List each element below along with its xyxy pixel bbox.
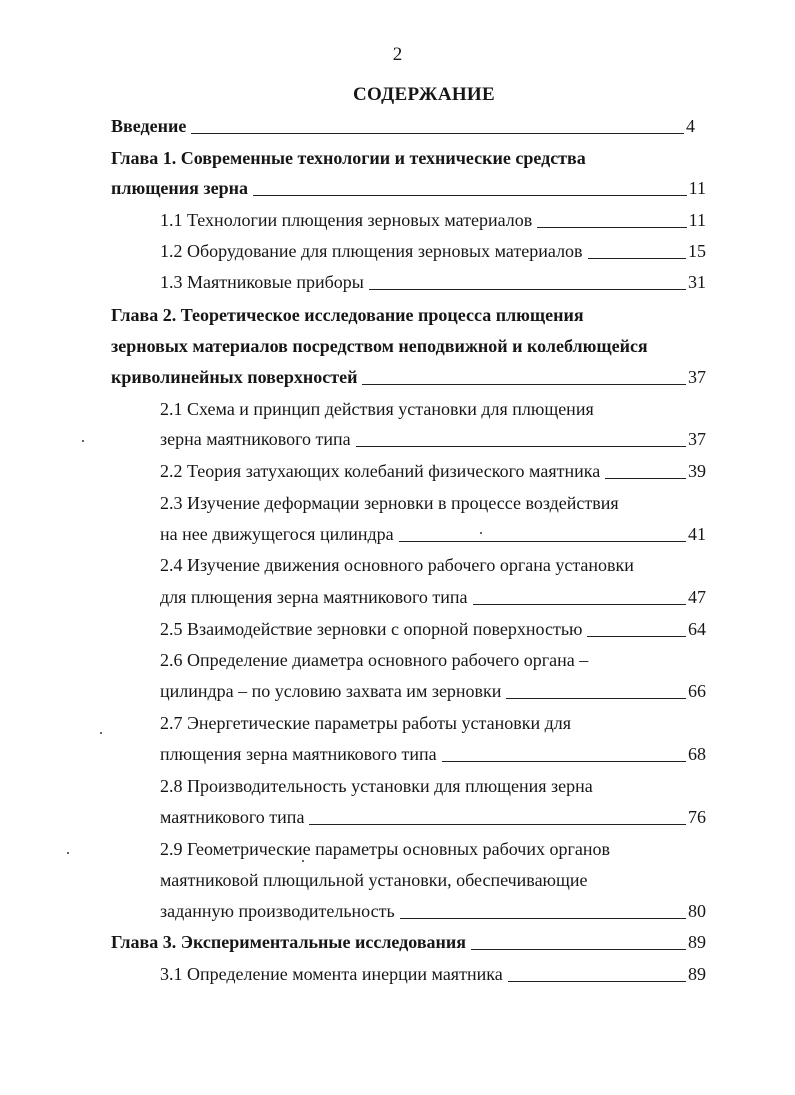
toc-leader (605, 478, 686, 479)
toc-entry-text: плющения зерна маятникового типа (160, 744, 437, 764)
toc-entry-text: цилиндра – по условию захвата им зерновки (160, 681, 502, 701)
toc-leader (369, 289, 686, 290)
toc-entry-text: на нее движущегося цилиндра (160, 524, 394, 544)
toc-entry-2-9-line-1: 2.9 Геометрические параметры основных рабочих органов (160, 839, 610, 859)
toc-entry-text: 2.5 Взаимодействие зерновки с опорной поверхностью (160, 619, 583, 639)
toc-entry-2-3 (160, 519, 706, 549)
toc-leader (471, 949, 686, 950)
toc-entry-text: зерна маятникового типа (160, 429, 351, 449)
toc-leader (400, 918, 686, 919)
toc-page-number: 89 (688, 932, 706, 952)
toc-entry-1-1 (160, 205, 706, 235)
toc-page-number: 15 (688, 241, 706, 261)
toc-page-number: 80 (688, 901, 706, 921)
toc-entry-chapter-3 (111, 927, 706, 957)
toc-leader (442, 761, 686, 762)
toc-entry-text: 2.2 Теория затухающих колебаний физического маятника (160, 461, 601, 481)
toc-leader (191, 133, 684, 134)
toc-entry-1-2 (160, 236, 706, 266)
toc-leader (399, 541, 686, 542)
toc-entry-text: маятникового типа (160, 807, 305, 827)
toc-leader (587, 636, 686, 637)
toc-page-number: 64 (688, 619, 706, 639)
toc-entry-2-7 (160, 739, 706, 769)
toc-entry-2-4 (160, 582, 706, 612)
toc-entry-2-4-line-1: 2.4 Изучение движения основного рабочего органа установки (160, 555, 634, 575)
toc-page-number: 11 (688, 178, 706, 198)
toc-entry-chapter-1 (111, 173, 706, 203)
scan-speck (82, 440, 84, 442)
toc-entry-2-1-line-1: 2.1 Схема и принцип действия установки для плющения (160, 399, 594, 419)
toc-chapter-1-line-1: Глава 1. Современные технологии и технические средства (111, 148, 586, 168)
page-title: СОДЕРЖАНИЕ (353, 84, 495, 105)
toc-entry-text: 1.1 Технологии плющения зерновых материалов (160, 210, 533, 230)
toc-page-number: 37 (688, 429, 706, 449)
toc-entry-3-1 (160, 959, 706, 989)
toc-chapter-2-line-2: зерновых материалов посредством неподвижной и колеблющейся (111, 336, 648, 356)
toc-entry-1-3 (160, 267, 706, 297)
toc-leader (473, 604, 686, 605)
scan-speck (100, 732, 102, 734)
toc-entry-text: плющения зерна (111, 178, 248, 198)
toc-entry-2-1 (160, 424, 706, 454)
toc-leader (309, 824, 686, 825)
toc-leader (253, 195, 687, 196)
toc-entry-2-2 (160, 456, 706, 486)
toc-page-number: 31 (688, 272, 706, 292)
toc-entry-text: криволинейных поверхностей (111, 367, 358, 387)
toc-entry-text: Глава 3. Экспериментальные исследования (111, 932, 467, 952)
toc-entry-text: заданную производительность (160, 901, 395, 921)
toc-entry-2-9-line-2: маятниковой плющильной установки, обеспечивающие (160, 870, 588, 890)
toc-entry-2-6-line-1: 2.6 Определение диаметра основного рабочего органа – (160, 650, 589, 670)
toc-chapter-2-line-1: Глава 2. Теоретическое исследование процесса плющения (111, 305, 584, 325)
scan-speck (480, 532, 482, 534)
toc-page-number: 68 (688, 744, 706, 764)
toc-leader (508, 981, 686, 982)
toc-page-number: 4 (686, 116, 695, 136)
toc-page-number: 76 (688, 807, 706, 827)
toc-leader (506, 698, 686, 699)
toc-page-number: 66 (688, 681, 706, 701)
toc-page-number: 37 (688, 367, 706, 387)
toc-page-number: 89 (688, 964, 706, 984)
page-number: 2 (392, 44, 403, 65)
toc-leader (537, 227, 686, 228)
scan-speck (302, 860, 304, 862)
toc-entry-intro (111, 111, 695, 141)
toc-entry-2-8-line-1: 2.8 Производительность установки для плющения зерна (160, 776, 593, 796)
scan-speck (67, 852, 69, 854)
toc-page-number: 47 (688, 587, 706, 607)
toc-leader (356, 446, 686, 447)
toc-entry-text: 3.1 Определение момента инерции маятника (160, 964, 503, 984)
toc-page-number: 39 (688, 461, 706, 481)
toc-entry-2-9 (160, 896, 706, 926)
toc-leader (588, 258, 686, 259)
toc-page-number: 41 (688, 524, 706, 544)
toc-entry-text: 1.2 Оборудование для плющения зерновых материалов (160, 241, 583, 261)
toc-entry-text: для плющения зерна маятникового типа (160, 587, 468, 607)
toc-page-number: 11 (688, 210, 706, 230)
toc-entry-2-3-line-1: 2.3 Изучение деформации зерновки в процессе воздействия (160, 493, 619, 513)
toc-leader (362, 384, 686, 385)
toc-entry-chapter-2 (111, 362, 706, 392)
toc-entry-2-6 (160, 676, 706, 706)
toc-entry-2-8 (160, 802, 706, 832)
toc-entry-text: 1.3 Маятниковые приборы (160, 272, 364, 292)
toc-entry-2-7-line-1: 2.7 Энергетические параметры работы установки для (160, 713, 572, 733)
toc-entry-text: Введение (111, 116, 187, 136)
toc-entry-2-5 (160, 614, 706, 644)
